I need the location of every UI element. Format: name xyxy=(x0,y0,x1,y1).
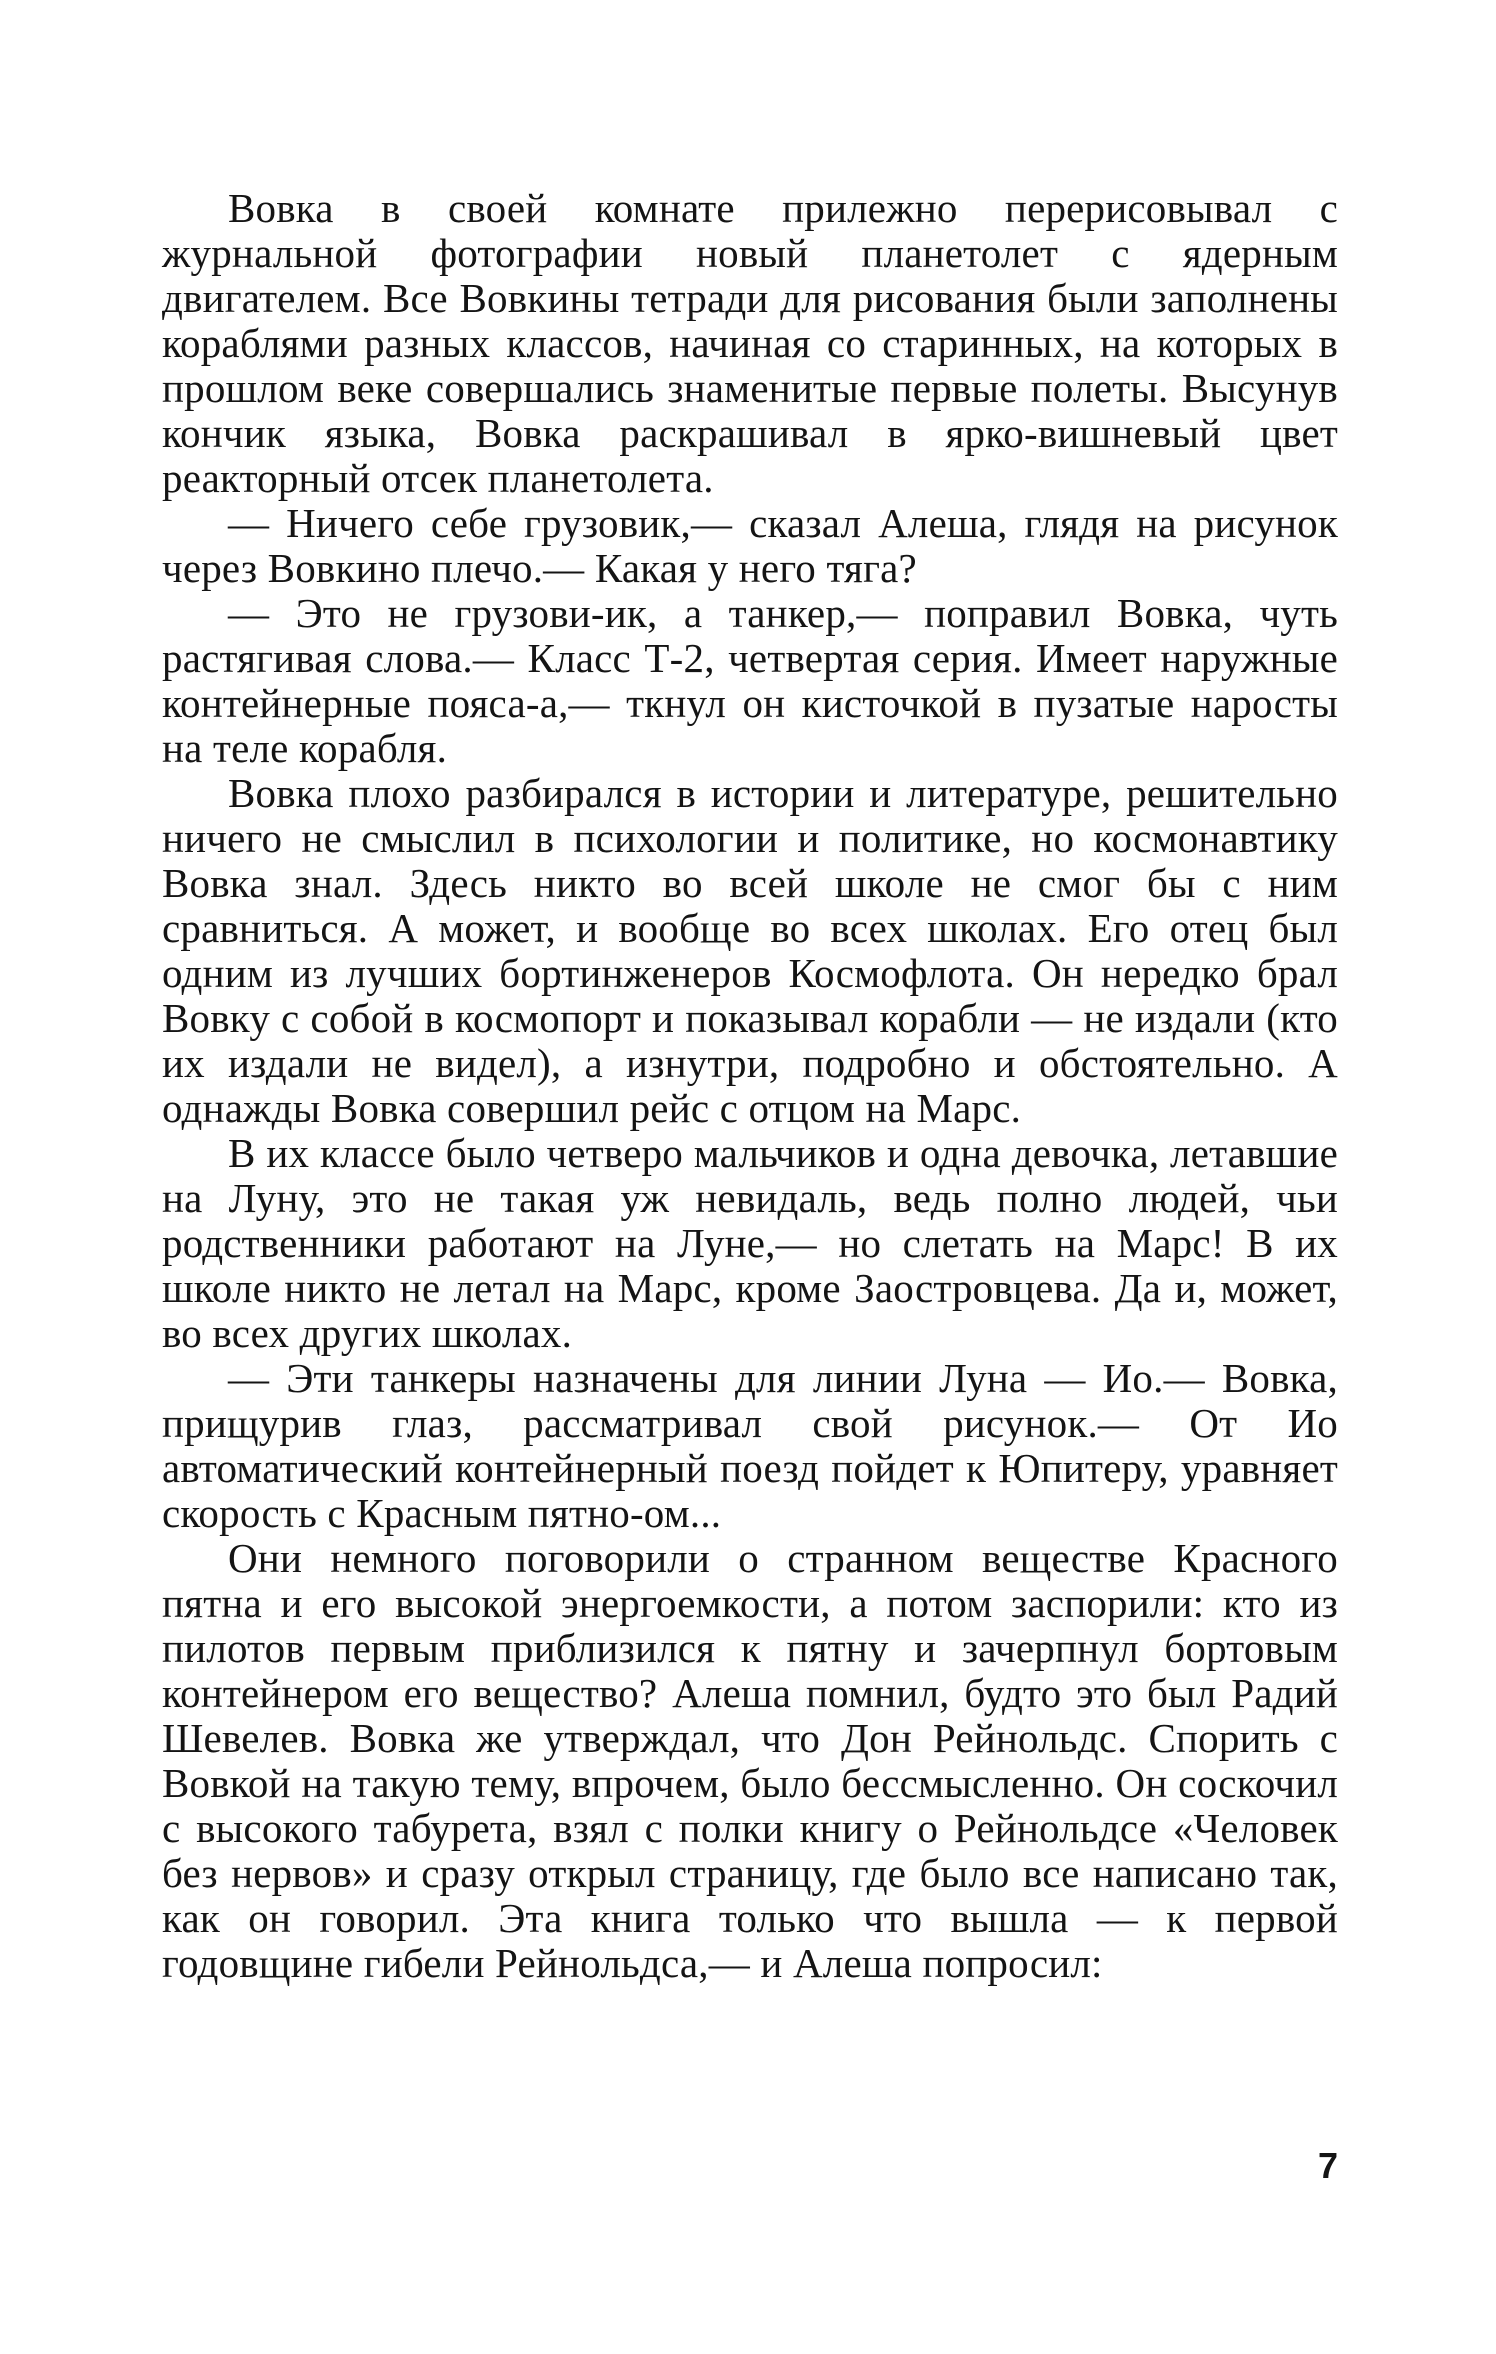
paragraph: Вовка в своей комнате прилежно перерисовывал с журнальной фотографии новый планетолет с ядерным двигателем. Все Вовкины тетради для рисования были заполнены кораблями разных классов, начиная со старинных, на которых в прошлом веке совершались знаменитые первые полеты. Высунув кончик языка, Вовка раскрашивал в ярко-вишневый цвет реакторный отсек планетолета. xyxy=(162,185,1338,501)
paragraph: — Это не грузови-ик, а танкер,— поправил Вовка, чуть растягивая слова.— Класс Т-2, четвертая серия. Имеет наружные контейнерные пояса-а,— ткнул он кисточкой в пузатые наросты на теле корабля. xyxy=(162,590,1338,771)
paragraph: — Эти танкеры назначены для линии Луна — Ио.— Вовка, прищурив глаз, рассматривал свой рисунок.— От Ио автоматический контейнерный поезд пойдет к Юпитеру, уравняет скорость с Красным пятно-ом... xyxy=(162,1355,1338,1536)
page-number: 7 xyxy=(1318,2145,1339,2186)
paragraph: — Ничего себе грузовик,— сказал Алеша, глядя на рисунок через Вовкино плечо.— Какая у него тяга? xyxy=(162,500,1338,591)
paragraph: Они немного поговорили о странном веществе Красного пятна и его высокой энергоемкости, а потом заспорили: кто из пилотов первым приблизился к пятну и зачерпнул бортовым контейнером его вещество? Алеша помнил, будто это был Радий Шевелев. Вовка же утверждал, что Дон Рейнольдс. Спорить с Вовкой на такую тему, впрочем, было бессмысленно. Он соскочил с высокого табурета, взял с полки книгу о Рейнольдсе «Человек без нервов» и сразу открыл страницу, где было все написано так, как он говорил. Эта книга только что вышла — к первой годовщине гибели Рейнольдса,— и Алеша попросил: xyxy=(162,1535,1338,1986)
body-text xyxy=(162,186,1338,1986)
paragraph: В их классе было четверо мальчиков и одна девочка, летавшие на Луну, это не такая уж невидаль, ведь полно людей, чьи родственники работают на Луне,— но слетать на Марс! В их школе никто не летал на Марс, кроме Заостровцева. Да и, может, во всех других школах. xyxy=(162,1130,1338,1356)
paragraph: Вовка плохо разбирался в истории и литературе, решительно ничего не смыслил в психологии и политике, но космонавтику Вовка знал. Здесь никто во всей школе не смог бы с ним сравниться. А может, и вообще во всех школах. Его отец был одним из лучших бортинженеров Космофлота. Он нередко брал Вовку с собой в космопорт и показывал корабли — не издали (кто их издали не видел), а изнутри, подробно и обстоятельно. А однажды Вовка совершил рейс с отцом на Марс. xyxy=(162,770,1338,1131)
